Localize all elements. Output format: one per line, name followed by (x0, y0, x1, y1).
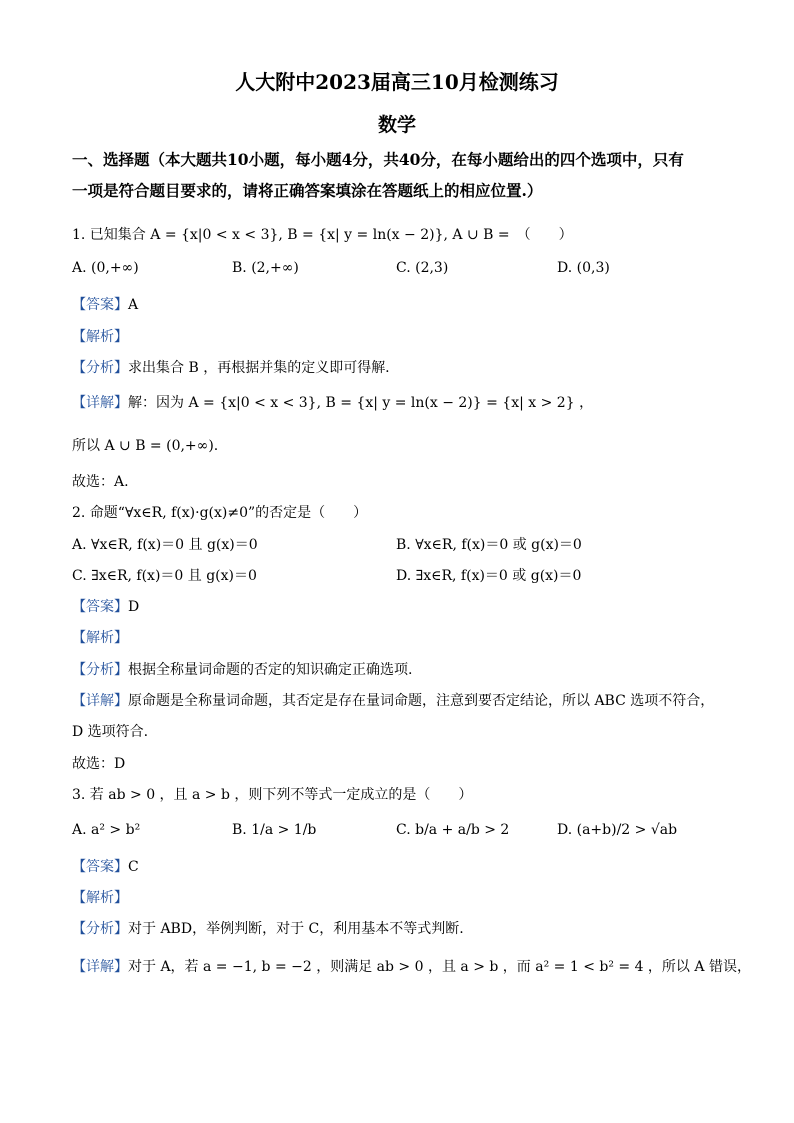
q3-option-c: C. b/a + a/b > 2 (396, 822, 510, 838)
q3-analysis-label: 【解析】 (72, 890, 128, 906)
q1-option-c: C. (2,3) (396, 260, 449, 276)
section-heading-line1: 一、选择题（本大题共10小题，每小题4分，共40分，在每小题给出的四个选项中，只有 (72, 150, 684, 169)
q3-stem: 3. 若 ab > 0 ，且 a > b ，则下列不等式一定成立的是（ ） (72, 787, 473, 803)
q1-option-a: A. (0,+∞) (72, 260, 139, 276)
q1-xiangjie: 【详解】解：因为 A = {x|0 < x < 3}, B = {x| y = ln(x − 2)} = {x| x > 2} ， (72, 395, 594, 411)
q2-option-b: B. ∀x∈R, f(x)＝0 或 g(x)＝0 (396, 537, 582, 553)
q3-option-d: D. (a+b)/2 > √ab (557, 822, 678, 838)
q2-analysis-label: 【解析】 (72, 630, 128, 646)
q1-answer: 【答案】A (72, 297, 139, 313)
q2-choice: 故选：D (72, 756, 126, 772)
q2-stem: 2. 命题“∀x∈R, f(x)·g(x)≠0”的否定是（ ） (72, 505, 368, 521)
q2-xiangjie-line2: D 选项符合. (72, 724, 149, 740)
q3-option-a: A. a² > b² (72, 822, 141, 838)
q2-option-c: C. ∃x∈R, f(x)＝0 且 g(x)＝0 (72, 568, 257, 584)
q1-analysis-label: 【解析】 (72, 329, 128, 345)
q3-fenxi: 【分析】对于 ABD，举例判断，对于 C，利用基本不等式判断. (72, 921, 464, 937)
q2-option-d: D. ∃x∈R, f(x)＝0 或 g(x)＝0 (396, 568, 582, 584)
q2-answer: 【答案】D (72, 599, 140, 615)
section-heading-line2: 一项是符合题目要求的，请将正确答案填涂在答题纸上的相应位置.） (72, 181, 543, 200)
q1-stem: 1. 已知集合 A = {x|0 < x < 3}, B = {x| y = ln(x − 2)}, A ∪ B = （ ） (72, 227, 573, 243)
q1-xiangjie-line2: 所以 A ∪ B = (0,+∞). (72, 438, 219, 454)
q2-fenxi: 【分析】根据全称量词命题的否定的知识确定正确选项. (72, 662, 413, 678)
q1-choice: 故选：A. (72, 474, 129, 490)
q2-xiangjie: 【详解】原命题是全称量词命题，其否定是存在量词命题，注意到要否定结论，所以 ABC 选项不符合， (72, 693, 715, 709)
q3-option-b: B. 1/a > 1/b (232, 822, 317, 838)
q1-option-d: D. (0,3) (557, 260, 610, 276)
q2-option-a: A. ∀x∈R, f(x)＝0 且 g(x)＝0 (72, 537, 258, 553)
document-title: 人大附中2023届高三10月检测练习 (235, 70, 559, 94)
q3-xiangjie: 【详解】对于 A，若 a = −1, b = −2 ，则满足 ab > 0 ，且 a > b ，而 a² = 1 < b² = 4 ，所以 A 错误， (72, 959, 751, 975)
q1-option-b: B. (2,+∞) (232, 260, 299, 276)
q3-answer: 【答案】C (72, 859, 139, 875)
q1-fenxi: 【分析】求出集合 B ，再根据并集的定义即可得解. (72, 360, 390, 376)
document-subject: 数学 (377, 114, 416, 136)
